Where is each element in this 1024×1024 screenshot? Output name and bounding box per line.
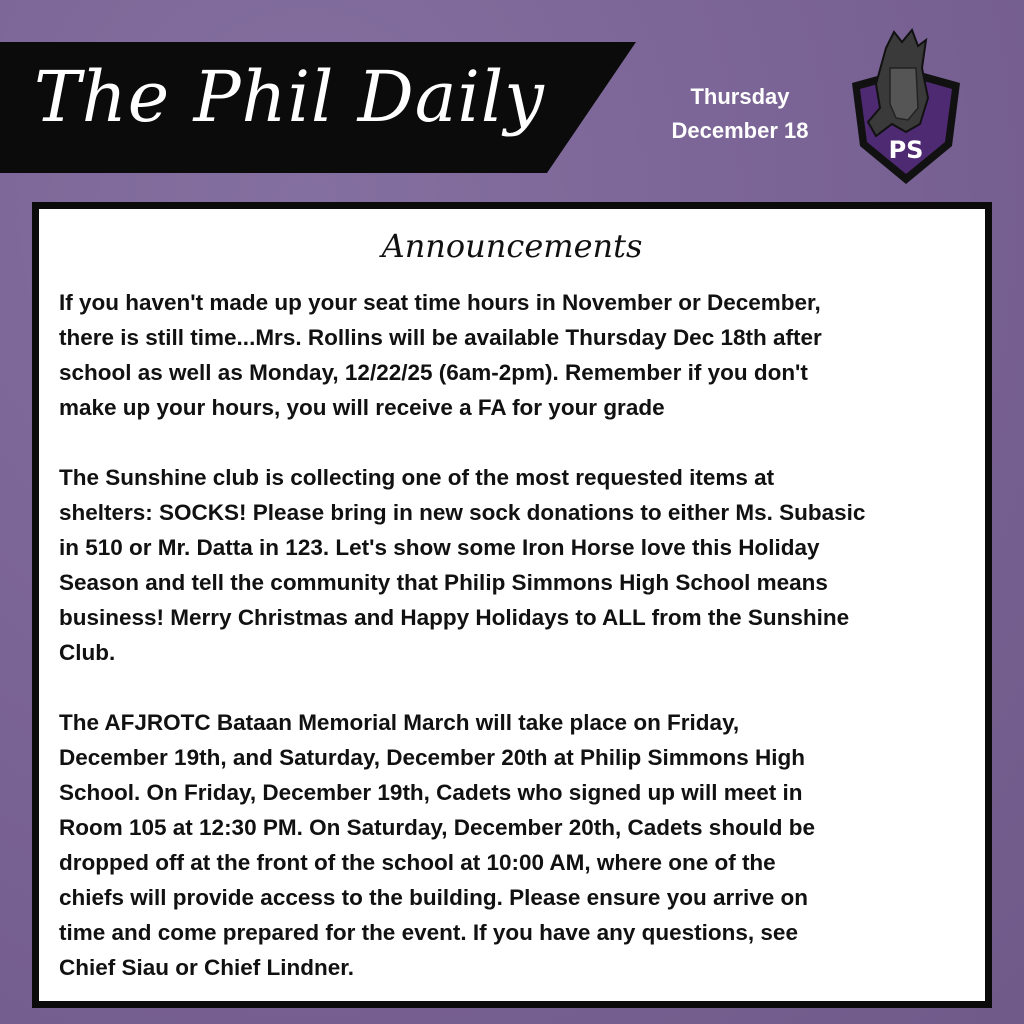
date-block — [640, 80, 840, 148]
text-line: School. On Friday, December 19th, Cadets who signed up will meet in — [59, 780, 803, 805]
day-label: Thursday — [690, 84, 790, 109]
announcement-seat-time — [59, 285, 865, 425]
text-line: If you haven't made up your seat time hours in November or December, — [59, 290, 821, 315]
announcement-sunshine-club — [59, 460, 865, 670]
text-line: dropped off at the front of the school at 10:00 AM, where one of the — [59, 850, 776, 875]
text-line: there is still time...Mrs. Rollins will be available Thursday Dec 18th after — [59, 325, 822, 350]
date-label: December 18 — [671, 118, 809, 143]
newsletter-title: The Phil Daily — [34, 56, 545, 138]
text-line: make up your hours, you will receive a FA for your grade — [59, 395, 665, 420]
text-line: Club. — [59, 640, 116, 665]
iron-horse-logo-icon — [846, 28, 964, 188]
logo-ps-text: PS — [888, 136, 924, 164]
text-line: school as well as Monday, 12/22/25 (6am-2pm). Remember if you don't — [59, 360, 808, 385]
text-line: shelters: SOCKS! Please bring in new sock donations to either Ms. Subasic — [59, 500, 866, 525]
text-line: in 510 or Mr. Datta in 123. Let's show some Iron Horse love this Holiday — [59, 535, 820, 560]
text-line: Chief Siau or Chief Lindner. — [59, 955, 355, 980]
announcement-afjrotc-march — [59, 705, 865, 985]
announcements-panel — [32, 202, 992, 1008]
text-line: chiefs will provide access to the building. Please ensure you arrive on — [59, 885, 808, 910]
text-line: time and come prepared for the event. If you have any questions, see — [59, 920, 798, 945]
text-line: The AFJROTC Bataan Memorial March will take place on Friday, — [59, 710, 740, 735]
text-line: December 19th, and Saturday, December 20th at Philip Simmons High — [59, 745, 806, 770]
announcements-body — [59, 285, 865, 1020]
text-line: The Sunshine club is collecting one of the most requested items at — [59, 465, 775, 490]
text-line: Season and tell the community that Philip Simmons High School means — [59, 570, 828, 595]
text-line: business! Merry Christmas and Happy Holidays to ALL from the Sunshine — [59, 605, 850, 630]
text-line: Room 105 at 12:30 PM. On Saturday, December 20th, Cadets should be — [59, 815, 816, 840]
announcements-heading: Announcements — [381, 227, 643, 265]
